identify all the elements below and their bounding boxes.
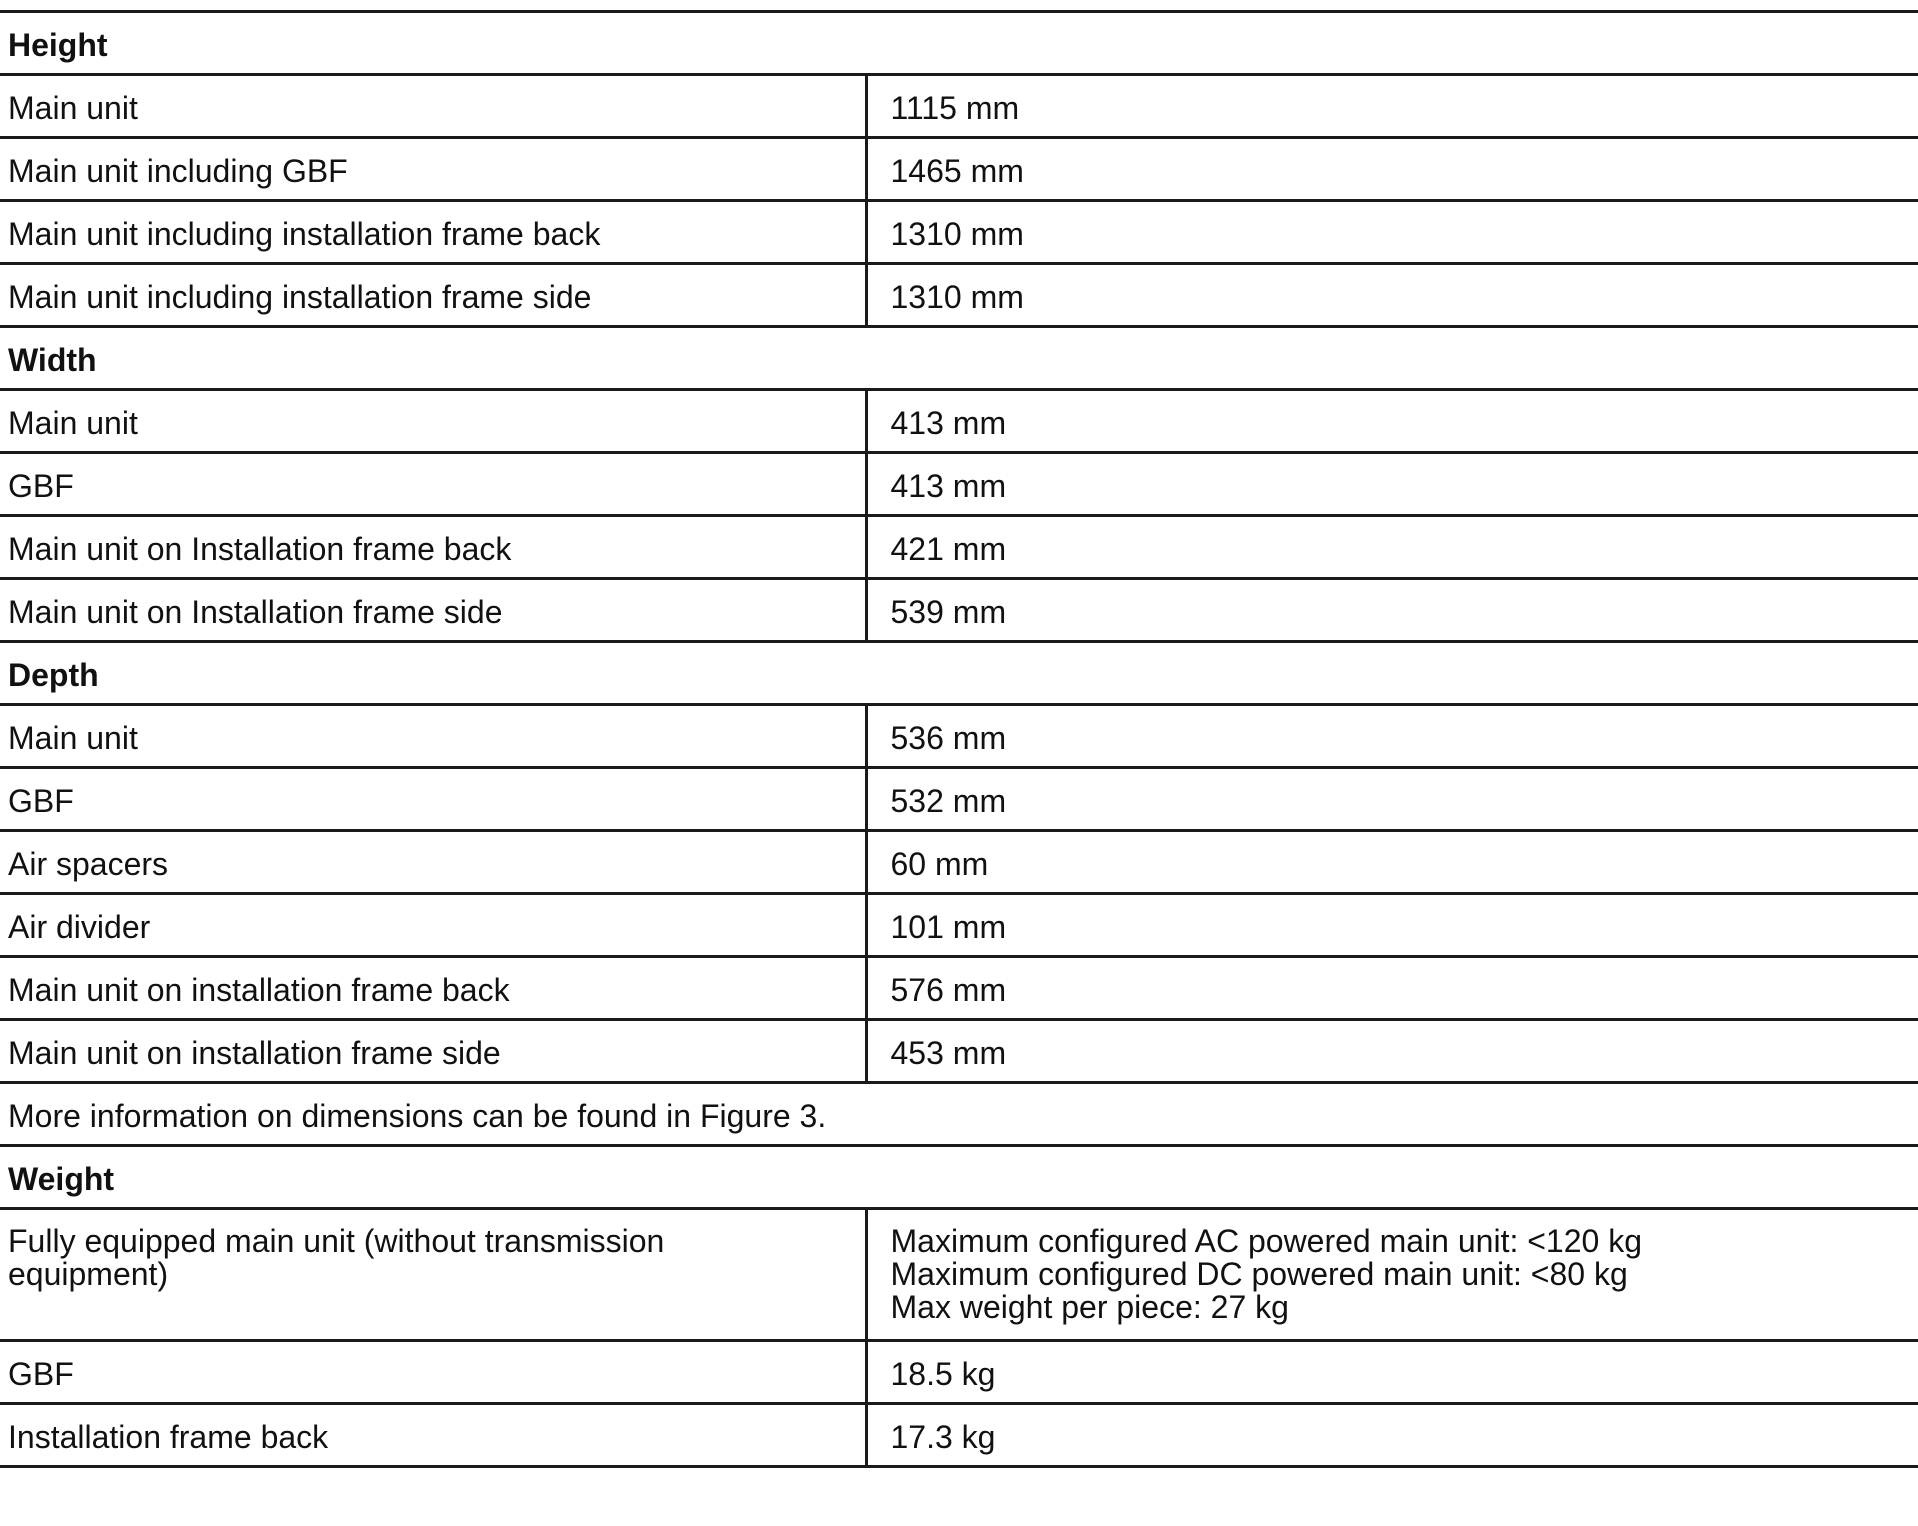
row-value: 60 mm [866, 831, 1918, 894]
dimensions-note: More information on dimensions can be found in Figure 3. [0, 1083, 1918, 1146]
row-value: 532 mm [866, 768, 1918, 831]
table-row [0, 831, 1918, 894]
table-row [0, 75, 1918, 138]
note-row [0, 1083, 1918, 1146]
row-label-line: Fully equipped main unit (without transmission [8, 1223, 665, 1259]
row-value [866, 1209, 1918, 1341]
section-row-width [0, 327, 1918, 390]
row-value-line: Max weight per piece: 27 kg [890, 1289, 1289, 1325]
section-title-width: Width [0, 327, 1918, 390]
row-label: Main unit [0, 705, 866, 768]
table-row [0, 957, 1918, 1020]
row-value: 17.3 kg [866, 1404, 1918, 1467]
row-label: Main unit including installation frame side [0, 264, 866, 327]
row-label: GBF [0, 453, 866, 516]
row-value: 101 mm [866, 894, 1918, 957]
row-value: 413 mm [866, 390, 1918, 453]
row-value: 18.5 kg [866, 1341, 1918, 1404]
row-label: Main unit on Installation frame side [0, 579, 866, 642]
row-label: Air divider [0, 894, 866, 957]
section-title-height: Height [0, 12, 1918, 75]
section-title-depth: Depth [0, 642, 1918, 705]
table-row [0, 705, 1918, 768]
row-label: Main unit including GBF [0, 138, 866, 201]
row-value: 1465 mm [866, 138, 1918, 201]
row-label-line: equipment) [8, 1256, 169, 1292]
row-value: 539 mm [866, 579, 1918, 642]
row-label: Main unit including installation frame back [0, 201, 866, 264]
row-label: Main unit [0, 390, 866, 453]
section-row-weight [0, 1146, 1918, 1209]
table-row [0, 453, 1918, 516]
row-value: 413 mm [866, 453, 1918, 516]
table-row [0, 516, 1918, 579]
section-row-depth [0, 642, 1918, 705]
row-label: Main unit on installation frame side [0, 1020, 866, 1083]
row-value: 421 mm [866, 516, 1918, 579]
row-value: 536 mm [866, 705, 1918, 768]
row-value: 1115 mm [866, 75, 1918, 138]
table-row [0, 1209, 1918, 1341]
table-row [0, 138, 1918, 201]
row-value: 576 mm [866, 957, 1918, 1020]
row-value: 1310 mm [866, 264, 1918, 327]
row-label: GBF [0, 1341, 866, 1404]
section-title-weight: Weight [0, 1146, 1918, 1209]
table-row [0, 264, 1918, 327]
row-label [0, 1209, 866, 1341]
table-row [0, 768, 1918, 831]
dimensions-weight-table [0, 10, 1918, 1468]
table-row [0, 1404, 1918, 1467]
row-label: Main unit on installation frame back [0, 957, 866, 1020]
table-row [0, 201, 1918, 264]
row-label: GBF [0, 768, 866, 831]
table-row [0, 1020, 1918, 1083]
table-row [0, 1341, 1918, 1404]
row-label: Installation frame back [0, 1404, 866, 1467]
row-value: 453 mm [866, 1020, 1918, 1083]
row-label: Main unit on Installation frame back [0, 516, 866, 579]
table-row [0, 390, 1918, 453]
row-label: Main unit [0, 75, 866, 138]
row-value-line: Maximum configured AC powered main unit: <120 kg [890, 1223, 1642, 1259]
section-row-height [0, 12, 1918, 75]
table-row [0, 579, 1918, 642]
row-value: 1310 mm [866, 201, 1918, 264]
row-value-line: Maximum configured DC powered main unit: <80 kg [890, 1256, 1628, 1292]
table-row [0, 894, 1918, 957]
row-label: Air spacers [0, 831, 866, 894]
